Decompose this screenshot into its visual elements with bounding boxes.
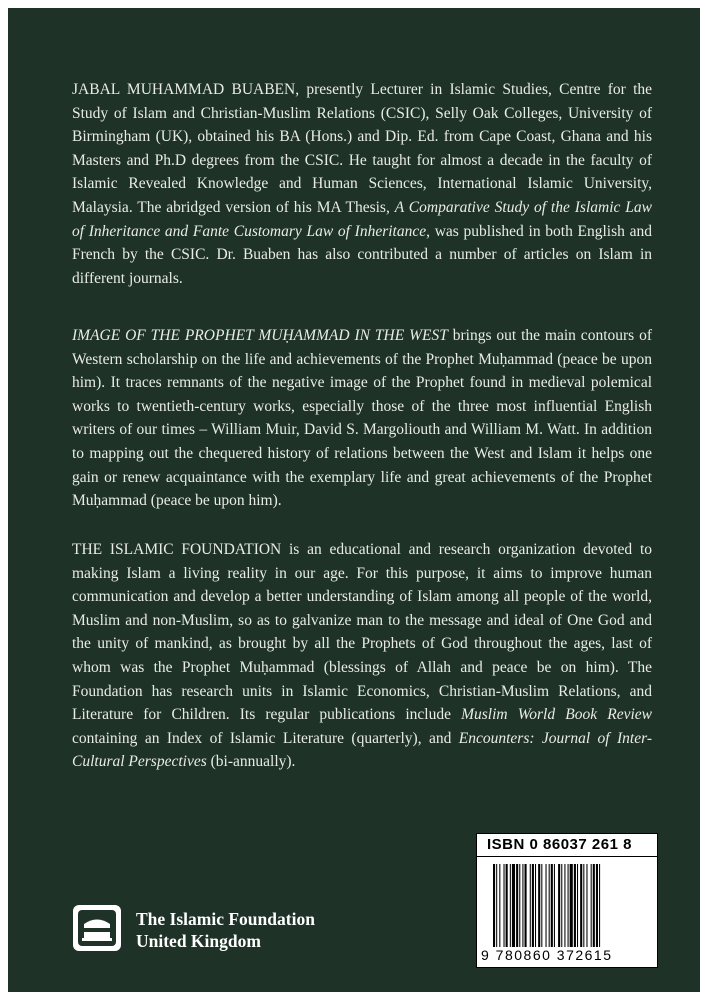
barcode-icon: [491, 864, 647, 952]
islamic-foundation-logo-icon: [72, 904, 122, 952]
publisher-line-2: United Kingdom: [136, 931, 261, 951]
author-bio-paragraph: [72, 78, 652, 290]
back-cover: [8, 8, 700, 992]
publisher-line-1: The Islamic Foundation: [136, 909, 315, 929]
publisher-description-paragraph: [72, 538, 652, 774]
isbn-label: ISBN 0 86037 261 8: [487, 836, 632, 853]
publication-title-2: Encounters: Journal of Inter-Cultural Perspectives: [72, 729, 652, 771]
publisher-description-text-1: THE ISLAMIC FOUNDATION is an educational and research organization devoted to making Islam a living reality in our age. For this purpose, it aims to improve human communication and develop a better understanding of Islam among all people of the world, Muslim and non-Muslim, so as to galvanize man to the message and ideal of One God and the unity of mankind, as brought by all the Prophets of God throughout the ages, last of whom was the Prophet Muḥammad (blessings of Allah and peace be on him). The Foundation has research units in Islamic Economics, Christian-Muslim Relations, and Literature for Children. Its regular publications include: [72, 541, 652, 724]
thesis-title: A Comparative Study of the Islamic Law of Inheritance and Fante Customary Law of Inheritance: [72, 198, 652, 240]
publisher-description-text-3: (bi-annually).: [206, 753, 296, 771]
author-bio-text-1: JABAL MUHAMMAD BUABEN, presently Lecturer in Islamic Studies, Centre for the Study of Islam and Christian-Muslim Relations (CSIC), Selly Oak Colleges, University of Birmingham (UK), obtained his BA (Hons.) and Dip. Ed. from Cape Coast, Ghana and his Masters and Ph.D degrees from the CSIC. He taught for almost a decade in the faculty of Islamic Revealed Knowledge and Human Sciences, International Islamic University, Malaysia. The abridged version of his MA Thesis,: [72, 81, 652, 216]
publication-title-1: Muslim World Book Review: [461, 706, 652, 724]
book-title: IMAGE OF THE PROPHET MUḤAMMAD IN THE WEST: [72, 327, 448, 344]
publisher-description-text-2: containing an Index of Islamic Literature (quarterly), and: [72, 729, 459, 747]
book-description-text: brings out the main contours of Western scholarship on the life and achievements of the Prophet Muḥammad (peace be upon him). It traces remnants of the negative image of the Prophet found in medieval polemical works to twentieth-century works, especially those of the three most influential English writers of our times – William Muir, David S. Margoliouth and William M. Watt. In addition to mapping out the chequered history of relations between the West and Islam it helps one gain or renew acquaintance with the exemplary life and great achievements of the Prophet Muḥammad (peace be upon him).: [72, 327, 652, 510]
barcode-digits: 9 780860 372615: [481, 947, 613, 963]
isbn-barcode-box: [476, 833, 658, 968]
publisher-name: [136, 908, 315, 952]
isbn-divider: [477, 856, 657, 857]
book-description-paragraph: [72, 324, 652, 513]
author-bio-text-2: , was published in both English and French by the CSIC. Dr. Buaben has also contributed a number of articles on Islam in different journals.: [72, 222, 652, 287]
